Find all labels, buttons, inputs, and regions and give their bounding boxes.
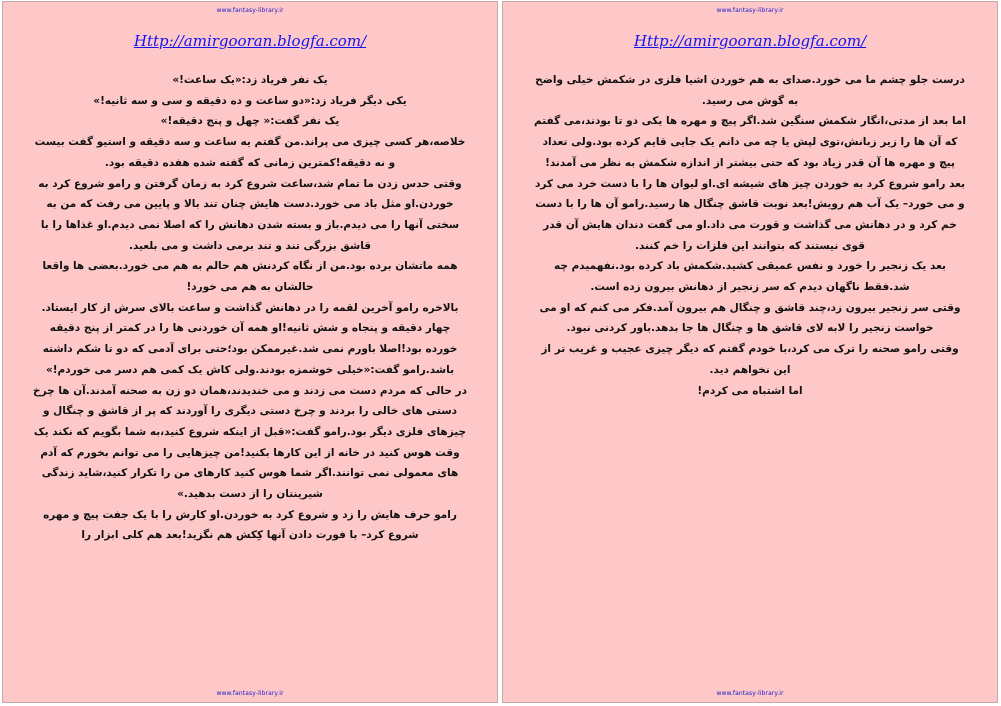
paragraph: چهار دقیقه و پنجاه و شش ثانیه!او همه آن خوردنی ها را در کمتر از پنج دقیقه خورده بود!اصلا باورم نمی شد.غیرممکن بود؛حتی برای آدمی که دو تا شکم داشته باشد.رامو گفت:«خیلی خوشمزه بودند.ولی کاش یک کمی هم دسر می خوردم!» xyxy=(42,322,458,376)
header-site-url[interactable]: www.fantasy-library.ir xyxy=(216,7,284,14)
paragraph: درست جلو چشم ما می خورد.صدای به هم خوردن اشیا فلزی در شکمش خیلی واضح به گوش می رسید. xyxy=(535,74,965,107)
paragraph: در حالی که مردم دست می زدند و می خندیدند،همان دو زن به صحنه آمدند.آن ها چرخ دستی های خالی را بردند و چرخ دستی دیگری را آوردند که پر از قاشق و چنگال و چیزهای فلزی دیگر بود.رامو گفت:«قبل از اینکه شروع کنید،به شما بگویم که نکند یک وقت هوس کنید در خانه از این کارها بکنید!من چیزهایی را می توانم بخورم که آدم های معمولی نمی توانند.اگر شما هوس کنید کارهای من را تکرار کنید،شاید زندگی شیرینتان را از دست بدهید.» xyxy=(33,384,467,501)
paragraph: همه ماتشان برده بود.من از نگاه کردنش هم حالم به هم می خورد.بعضی ها واقعا حالشان به هم می خورد! xyxy=(42,260,458,294)
paragraph: وقتی حدس زدن ما تمام شد،ساعت شروع کرد به زمان گرفتن و رامو شروع کرد به خوردن.او مثل باد می خورد.دست هایش چنان تند بالا و پایین می رفت که من به سختی آنها را می دیدم.باز و بسته شدن دهانش را که اصلا نمی دیدم.او غذاها را با قاشق بزرگی تند و تند برمی داشت و می بلعید. xyxy=(38,177,462,252)
right-page xyxy=(502,1,998,703)
paragraph: یک نفر فریاد زد:«یک ساعت!» xyxy=(172,74,328,86)
paragraph: یکی دیگر فریاد زد:«دو ساعت و ده دقیقه و سی و سه ثانیه!» xyxy=(93,94,407,107)
footer-site-url[interactable]: www.fantasy-library.ir xyxy=(716,690,784,697)
paragraph: وقتی سر زنجیر بیرون زد،چند قاشق و چنگال هم بیرون آمد.فکر می کنم که او می خواست زنجیر را لابه لای قاشق ها و چنگال ها جا بدهد.باور کردنی نبود. xyxy=(539,301,961,335)
blog-link[interactable]: Http://amirgooran.blogfa.com/ xyxy=(133,32,367,50)
left-page xyxy=(2,1,498,703)
footer-site-url[interactable]: www.fantasy-library.ir xyxy=(216,690,284,697)
page-body-text xyxy=(33,70,467,546)
paragraph: بالاخره رامو آخرین لقمه را در دهانش گذاشت و ساعت بالای سرش از کار ایستاد. xyxy=(41,301,459,314)
paragraph: خلاصه،هر کسی چیزی می پراند.من گفتم یه ساعت و سه دقیقه و استیو گفت بیست و نه دقیقه!کمترین زمانی که گفته شده هفده دقیقه بود. xyxy=(34,136,466,169)
paragraph: رامو حرف هایش را زد و شروع کرد به خوردن.او کارش را با یک جفت پیچ و مهره شروع کرد– با فورت دادن آنها کِکش هم نگزید!بعد هم کلی ابزار را xyxy=(43,508,457,542)
paragraph: بعد یک زنجیر را خورد و نفس عمیقی کشید.شکمش باد کرده بود.نفهمیدم چه شد.فقط ناگهان دیدم که سر زنجیر از دهانش بیرون زده است. xyxy=(554,260,946,294)
blog-link[interactable]: Http://amirgooran.blogfa.com/ xyxy=(633,32,867,50)
paragraph: اما بعد از مدتی،انگار شکمش سنگین شد.اگر پیچ و مهره ها یکی دو تا بودند،می گفتم که آن ها را زیر زبانش،توی لپش یا چه می دانم یک جایی قایم کرده بود.ولی تعداد پیچ و مهره ها آن قدر زیاد بود که حتی بیشتر از اندازه شکمش به نظر می آمدند! xyxy=(534,115,966,169)
page-body-text xyxy=(533,70,967,401)
paragraph: اما اشتباه می کردم! xyxy=(697,384,803,397)
header-site-url[interactable]: www.fantasy-library.ir xyxy=(716,7,784,14)
paragraph: یک نفر گفت:« چهل و پنج دقیقه!» xyxy=(160,115,340,128)
paragraph: بعد رامو شروع کرد به خوردن چیز های شیشه ای.او لیوان ها را با دست خرد می کرد و می خورد– یک آب هم رویش!بعد نوبت قاشق چنگال ها رسید.رامو آن ها را با دست خم کرد و در دهانش می گذاشت و قورت می داد.او می گفت دندان هایش آن قدر قوی نیستند که بتوانند این فلزات را خم کنند. xyxy=(534,177,966,252)
paragraph: وقتی رامو صحنه را ترک می کرد،با خودم گفتم که دیگر چیزی عجیب و غریب تر از این نخواهم دید. xyxy=(541,343,959,376)
